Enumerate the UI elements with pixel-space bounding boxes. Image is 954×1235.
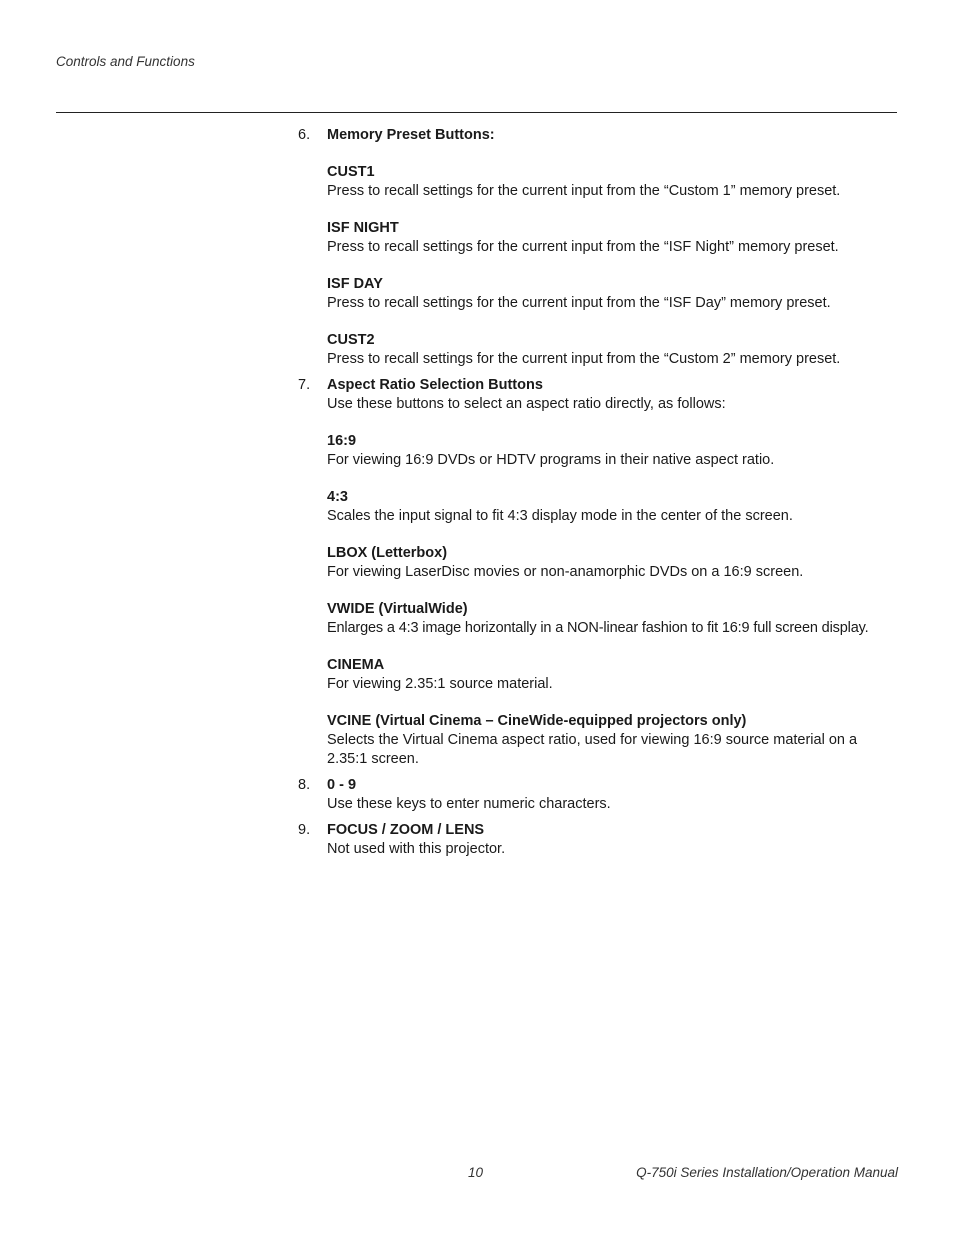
sub-entry-vwide xyxy=(327,600,898,638)
sub-title: CINEMA xyxy=(327,657,385,673)
sub-title: 16:9 xyxy=(327,433,357,449)
item-title: 0 - 9 xyxy=(327,777,357,793)
item-number: 8. xyxy=(298,777,311,793)
item-title: FOCUS / ZOOM / LENS xyxy=(327,822,485,838)
sub-entry-cinema xyxy=(327,656,898,694)
sub-title: ISF NIGHT xyxy=(327,220,399,236)
sub-description: Scales the input signal to fit 4:3 display mode in the center of the screen. xyxy=(327,508,793,524)
item-number: 6. xyxy=(298,127,311,143)
item-title: Memory Preset Buttons: xyxy=(327,127,495,143)
item-number: 7. xyxy=(298,377,311,393)
sub-title: CUST2 xyxy=(327,332,375,348)
sub-entry-isf-night xyxy=(327,219,898,257)
list-item-memory-presets xyxy=(298,126,898,369)
manual-title: Q-750i Series Installation/Operation Manual xyxy=(636,1165,898,1180)
sub-title: VWIDE (VirtualWide) xyxy=(327,601,468,617)
sub-entry-lbox xyxy=(327,544,898,582)
sub-description: For viewing 16:9 DVDs or HDTV programs in their native aspect ratio. xyxy=(327,452,775,468)
item-description: Not used with this projector. xyxy=(327,841,506,857)
sub-description: Press to recall settings for the current input from the “Custom 2” memory preset. xyxy=(327,351,841,367)
header-rule xyxy=(56,112,897,113)
list-item-aspect-ratio xyxy=(298,376,898,769)
sub-description: For viewing LaserDisc movies or non-anamorphic DVDs on a 16:9 screen. xyxy=(327,564,804,580)
sub-title: 4:3 xyxy=(327,489,348,505)
sub-entry-16-9 xyxy=(327,432,898,470)
sub-description: Enlarges a 4:3 image horizontally in a NON-linear fashion to fit 16:9 full screen display. xyxy=(327,620,869,636)
sub-description: Selects the Virtual Cinema aspect ratio, used for viewing 16:9 source material on a 2.35:1 screen. xyxy=(327,732,858,767)
sub-entry-cust2 xyxy=(327,331,898,369)
sub-title: LBOX (Letterbox) xyxy=(327,545,448,561)
page-number: 10 xyxy=(468,1165,484,1180)
sub-description: Press to recall settings for the current input from the “ISF Night” memory preset. xyxy=(327,239,839,255)
sub-entry-cust1 xyxy=(327,163,898,201)
sub-title: VCINE (Virtual Cinema – CineWide-equipped projectors only) xyxy=(327,713,747,729)
sub-title: ISF DAY xyxy=(327,276,383,292)
sub-description: Press to recall settings for the current input from the “ISF Day” memory preset. xyxy=(327,295,831,311)
running-header: Controls and Functions xyxy=(56,54,195,69)
item-number: 9. xyxy=(298,822,311,838)
sub-description: For viewing 2.35:1 source material. xyxy=(327,676,553,692)
sub-entry-isf-day xyxy=(327,275,898,313)
list-item-numeric-keys xyxy=(298,776,898,814)
sub-entry-vcine xyxy=(327,712,898,769)
list-item-focus-zoom-lens xyxy=(298,821,898,859)
sub-title: CUST1 xyxy=(327,164,375,180)
page-content xyxy=(298,126,898,866)
item-title: Aspect Ratio Selection Buttons xyxy=(327,377,543,393)
item-description: Use these buttons to select an aspect ratio directly, as follows: xyxy=(327,396,726,412)
item-description: Use these keys to enter numeric characters. xyxy=(327,796,611,812)
sub-description: Press to recall settings for the current input from the “Custom 1” memory preset. xyxy=(327,183,841,199)
sub-entry-4-3 xyxy=(327,488,898,526)
